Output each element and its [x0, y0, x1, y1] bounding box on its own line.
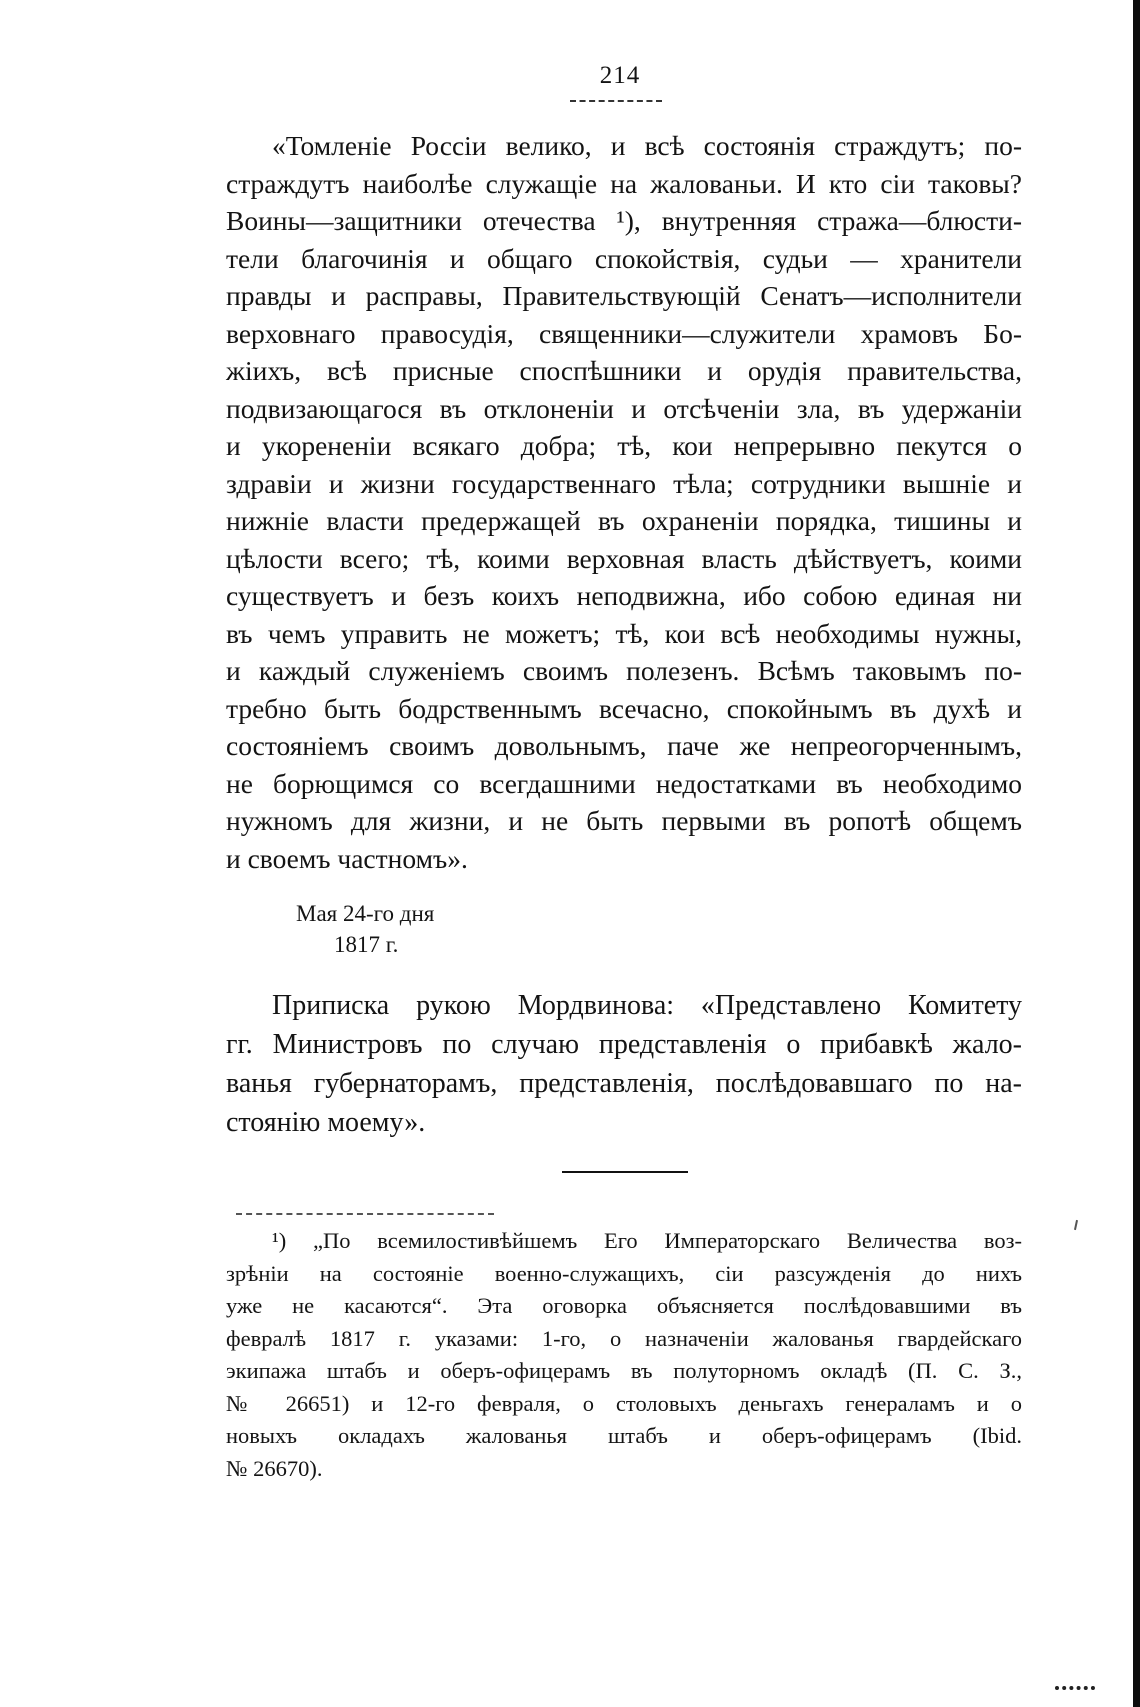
- scan-page-edge: [1133, 0, 1140, 1707]
- text-line: не борющимся со всегдашними недостатками въ необходимо: [226, 767, 1022, 799]
- text-line: «Томленіе Россіи велико, и всѣ состоянія страждутъ; по-: [272, 130, 1022, 161]
- text-line: страждутъ наиболѣе служащіе на жалованьи. И кто сіи таковы?: [226, 167, 1022, 199]
- page-number: 214: [599, 62, 641, 89]
- text-line: тели благочинія и общаго спокойствія, судьи — хранители: [226, 242, 1022, 274]
- footnote-line: уже не касаются“. Эта оговорка объясняется послѣдовавшими въ: [226, 1293, 1022, 1318]
- text-line: правды и расправы, Правительствующій Сенатъ—исполнители: [226, 280, 1022, 311]
- footnote-line: № 26651) и 12-го февраля, о столовыхъ деньгахъ генераламъ и о: [226, 1390, 1022, 1416]
- postscript-paragraph: [226, 986, 1022, 1142]
- text-line: и каждый служеніемъ своимъ полезенъ. Всѣмъ таковымъ по-: [226, 655, 1022, 686]
- footnote-line: экипажа штабъ и оберъ-офицерамъ въ полуторномъ окладѣ (П. С. З.,: [226, 1358, 1022, 1383]
- text-line: ванья губернаторамъ, представленія, послѣдовавшаго по на-: [226, 1068, 1022, 1099]
- scan-speck: [1055, 1686, 1095, 1694]
- footnote-line: зрѣніи на состояніе военно-служащихъ, сіи разсужденія до нихъ: [226, 1260, 1022, 1286]
- scan-speck: [1074, 1220, 1078, 1230]
- text-line: существуетъ и безъ коихъ неподвижна, ибо собою единая ни: [226, 580, 1022, 611]
- footnote-line: ¹) „По всемилостивѣйшемъ Его Императорскаго Величества воз-: [272, 1228, 1022, 1253]
- text-line: и укорененіи всякаго добра; тѣ, кои непрерывно пекутся о: [226, 430, 1022, 461]
- footnote: [226, 1225, 1022, 1485]
- text-line: гг. Министровъ по случаю представленія о прибавкѣ жало-: [226, 1029, 1022, 1060]
- text-line: состояніемъ своимъ довольнымъ, паче же непреогорченнымъ,: [226, 730, 1022, 761]
- footnote-line: новыхъ окладахъ жалованья штабъ и оберъ-офицерамъ (Ibid.: [226, 1423, 1022, 1448]
- date-day: Мая 24-го дня: [296, 901, 435, 926]
- text-line: подвизающагося въ отклоненіи и отсѣченіи зла, въ удержаніи: [226, 392, 1022, 424]
- text-line: цѣлости всего; тѣ, коими верховная власть дѣйствуетъ, коими: [226, 542, 1022, 574]
- text-line: здравіи и жизни государственнаго тѣла; сотрудники вышніе и: [226, 467, 1022, 499]
- text-line: требно быть бодрственнымъ всечасно, спокойнымъ въ духѣ и: [226, 692, 1022, 724]
- page-number-rule: [570, 100, 662, 102]
- footnote-divider: [236, 1213, 494, 1215]
- text-line: нижніе власти предержащей въ охраненіи порядка, тишины и: [226, 505, 1022, 536]
- text-line: въ чемъ управить не можетъ; тѣ, кои всѣ необходимы нужны,: [226, 617, 1022, 649]
- footnote-line: февралѣ 1817 г. указами: 1-го, о назначеніи жалованья гвардейскаго: [226, 1325, 1022, 1351]
- main-paragraph: [226, 127, 1022, 877]
- text-line: жіихъ, всѣ присные споспѣшники и орудія правительства,: [226, 355, 1022, 386]
- text-line: стоянію моему».: [226, 1107, 426, 1138]
- section-divider: [562, 1171, 688, 1173]
- text-line: Приписка рукою Мордвинова: «Представлено Комитету: [272, 990, 1022, 1021]
- text-line: и своемъ частномъ».: [226, 842, 468, 874]
- date-year: 1817 г.: [334, 932, 399, 957]
- text-line: Воины—защитники отечества ¹), внутренняя стража—блюсти-: [226, 205, 1022, 236]
- text-line: верховнаго правосудія, священники—служители храмовъ Бо-: [226, 317, 1022, 349]
- footnote-line: № 26670).: [226, 1455, 323, 1481]
- text-line: нужномъ для жизни, и не быть первыми въ ропотѣ общемъ: [226, 805, 1022, 836]
